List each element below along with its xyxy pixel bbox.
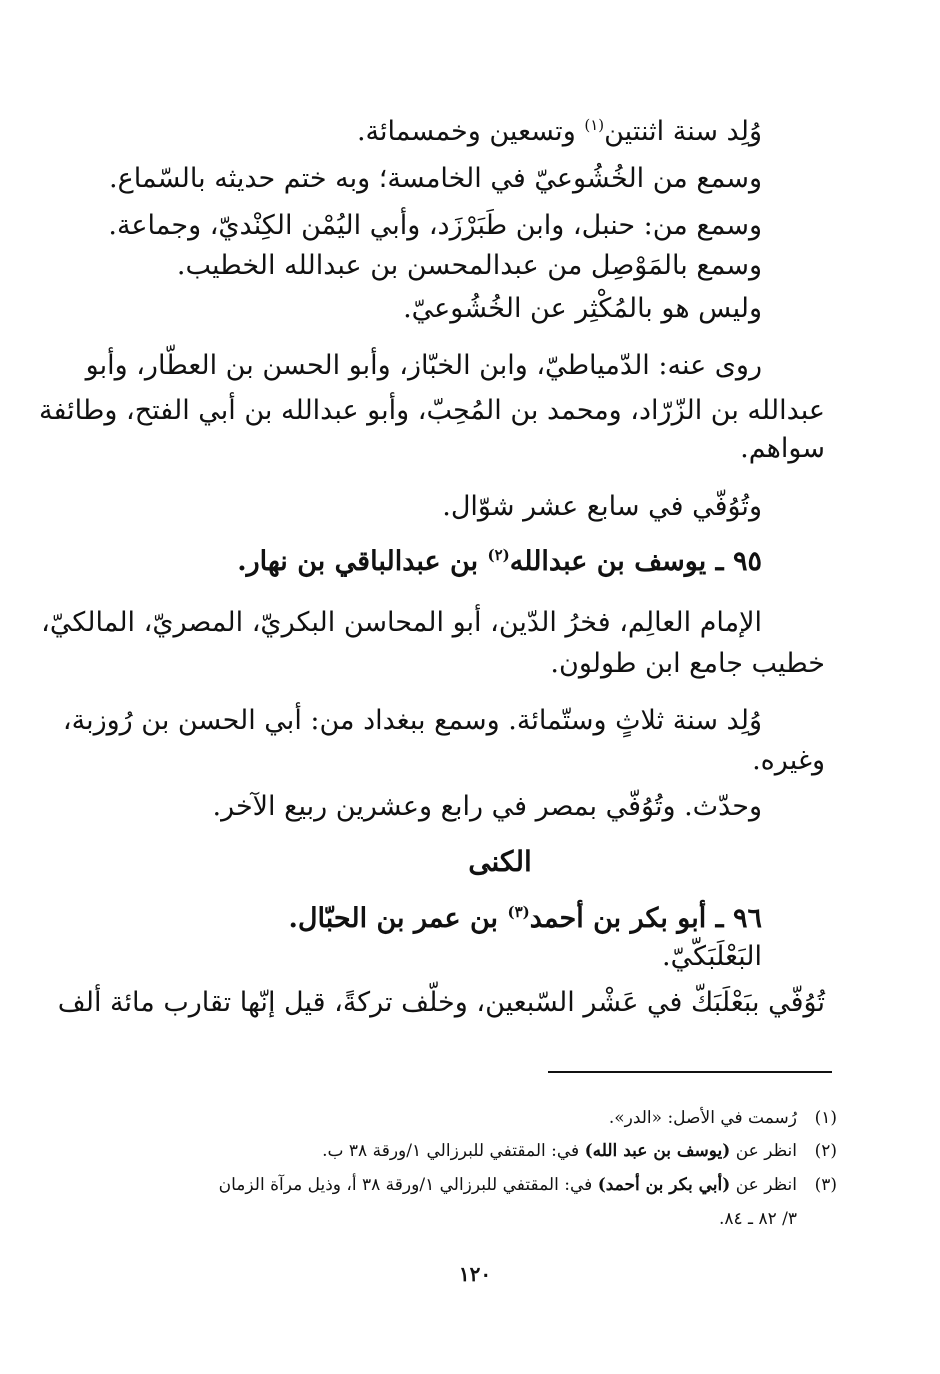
text-line: وسمع بالمَوْصِل من عبدالمحسن بن عبدالله الخطيب. (176, 250, 762, 281)
entry-heading-96: ٩٦ ـ أبو بكر بن أحمد$^{(٣)}$ بن عمر بن الحبّال. (288, 903, 762, 934)
text-line: روى عنه: الدّمياطيّ، وابن الخبّاز، وأبو الحسن بن العطّار، وأبو (85, 350, 762, 381)
text-line: وسمع من الخُشُوعيّ في الخامسة؛ وبه ختم حديثه بالسّماع. (109, 163, 762, 194)
text-line: عبدالله بن الزّرّاد، ومحمد بن المُحِبّ، وأبو عبدالله بن أبي الفتح، وطائفة (39, 395, 825, 426)
footnote: (١)رُسمت في الأصل: «الدر». (608, 1108, 837, 1128)
text-line: وسمع من: حنبل، وابن طَبَرْزَد، وأبي اليُمْن الكِنْديّ، وجماعة. (108, 210, 762, 241)
footnote-marker: (١) (584, 116, 605, 134)
entry-heading-95: ٩٥ ـ يوسف بن عبدالله$^{(٢)}$ بن عبدالباقي بن نهار. (237, 546, 762, 577)
page-number: ١٢٠ (458, 1262, 492, 1286)
footnote: (٢)انظر عن (يوسف بن عبد الله) في: المقتفي للبرزالي ١/ورقة ٣٨ ب. (322, 1141, 837, 1161)
text-line: وُلِد سنة اثنتين$^{(١)}$ وتسعين وخمسمائة. (356, 116, 762, 147)
text-line: سواهم. (740, 433, 825, 464)
footnote-marker: (٢) (487, 546, 510, 564)
text-line: تُوُفّي ببَعْلَبَكّ في عَشْر السّبعين، وخلّف تركةً، قيل إنّها تقارب مائة ألف (57, 987, 825, 1018)
text-line: وليس هو بالمُكْثِر عن الخُشُوعيّ. (403, 293, 762, 324)
section-title: الكنى (468, 845, 532, 878)
footnote: (٣)انظر عن (أبي بكر بن أحمد) في: المقتفي للبرزالي ١/ورقة ٣٨ أ، وذيل مرآة الزمان (218, 1175, 837, 1195)
text-line: الإمام العالِم، فخرُ الدّين، أبو المحاسن البكريّ، المصريّ، المالكيّ، (41, 607, 762, 638)
text-line: البَعْلَبَكّيّ. (662, 941, 762, 972)
footnote-divider (548, 1071, 832, 1073)
text-line: خطيب جامع ابن طولون. (550, 648, 825, 679)
text-line: وحدّث. وتُوُفّي بمصر في رابع وعشرين ربيع الآخر. (212, 791, 762, 822)
footnote-continuation: ٣/ ٨٢ ـ ٨٤. (718, 1209, 797, 1229)
footnote-marker: (٣) (507, 903, 530, 921)
text-line: وغيره. (752, 745, 825, 776)
text-line: وتُوُفّي في سابع عشر شوّال. (442, 491, 762, 522)
text-line: وُلِد سنة ثلاثٍ وستّمائة. وسمع ببغداد من: أبي الحسن بن رُوزبة، (62, 705, 762, 736)
